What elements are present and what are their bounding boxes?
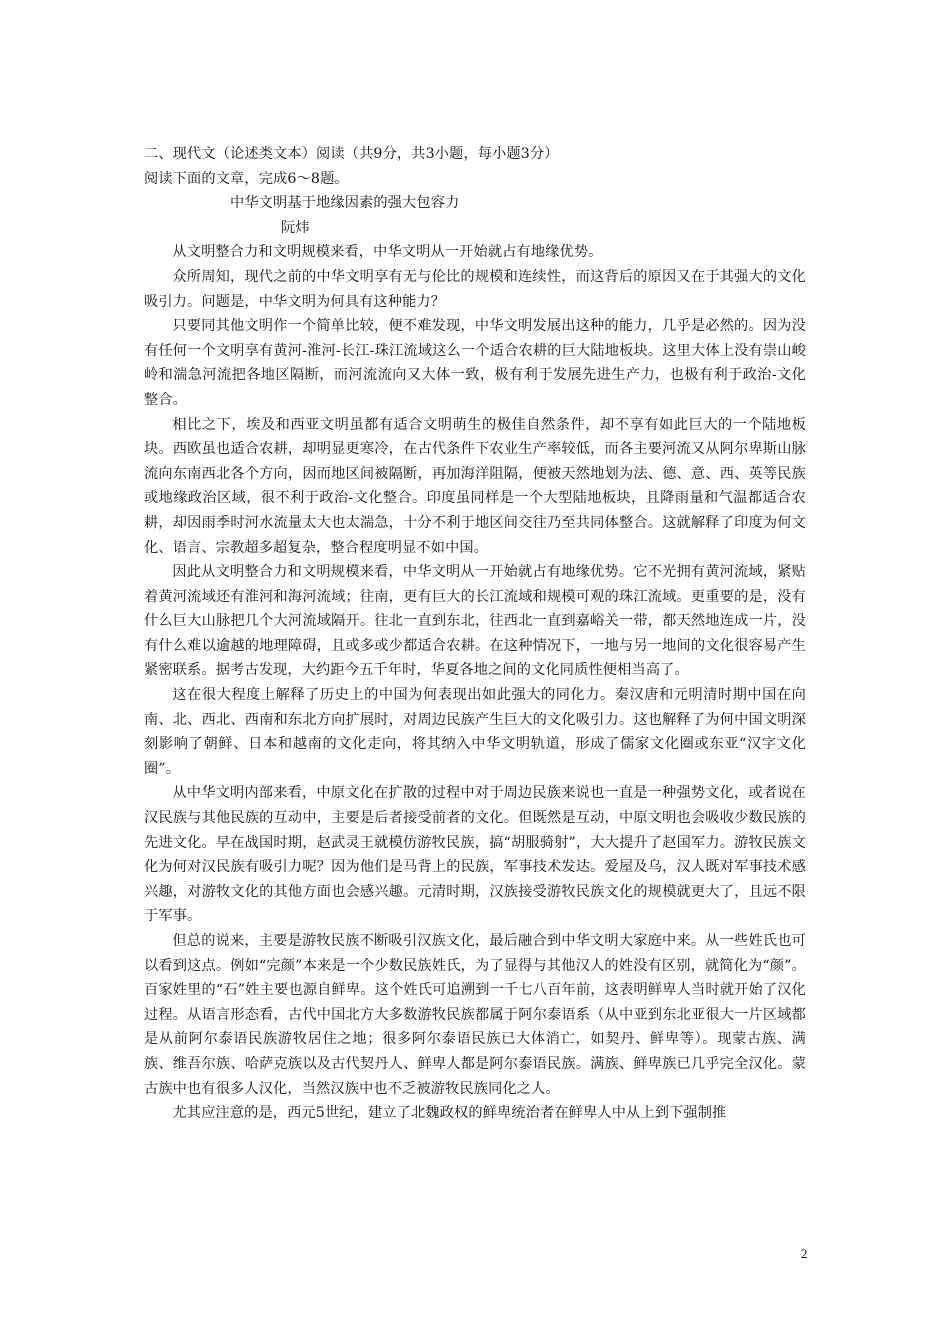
page-content xyxy=(144,142,806,1126)
section-header: 二、现代文（论述类文本）阅读（共9分，共3小题，每小题3分） xyxy=(144,146,559,162)
article-title: 中华文明基于地缘因素的强大包容力 xyxy=(230,195,460,212)
article-paragraph: 从中华文明内部来看，中原文化在扩散的过程中对于周边民族来说也一直是一种强势文化，或者说在汉民族与其他民族的互动中，主要是后者接受前者的文化。但既然是互动，中原文明也会吸收少数民族的先进文化。早在战国时期，赵武灵王就模仿游牧民族，搞“胡服骑射”，大大提升了赵国军力。游牧民族文化为何对汉民族有吸引力呢？因为他们是马背上的民族，军事技术发达。爱屋及乌，汉人既对军事技术感兴趣，对游牧文化的其他方面也会感兴趣。元清时期，汉族接受游牧民族文化的规模就更大了，且远不限于军事。 xyxy=(144,785,806,925)
article-paragraph: 只要同其他文明作一个简单比较，便不难发现，中华文明发展出这种的能力，几乎是必然的。因为没有任何一个文明享有黄河-淮河-长江-珠江流域这么一个适合农耕的巨大陆地板块。这里大体上没有崇山峻岭和湍急河流把各地区隔断，而河流流向又大体一致，极有利于发展先进生产力，也极有利于政治-文化整合。 xyxy=(144,318,806,408)
article-paragraph: 尤其应注意的是，西元5世纪，建立了北魏政权的鲜卑统治者在鲜卑人中从上到下强制推 xyxy=(172,1105,727,1122)
article-paragraph: 但总的说来，主要是游牧民族不断吸引汉族文化，最后融合到中华文明大家庭中来。从一些姓氏也可以看到这点。例如“完颜”本来是一个少数民族姓氏，为了显得与其他汉人的姓没有区别，就简化为“颜”。百家姓里的“石”姓主要也源自鲜卑。这个姓氏可追溯到一千七八百年前，这表明鲜卑人当时就开始了汉化过程。从语言形态看，古代中国北方大多数游牧民族都属于阿尔泰语系（从中亚到东北亚很大一片区域都是从前阿尔泰语民族游牧居住之地；很多阿尔泰语民族已大体消亡，如契丹、鲜卑等）。现蒙古族、满族、维吾尔族、哈萨克族以及古代契丹人、鲜卑人都是阿尔泰语民族。满族、鲜卑族已几乎完全汉化。蒙古族中也有很多人汉化，当然汉族中也不乏被游牧民族同化之人。 xyxy=(144,933,806,1097)
article-paragraph: 从文明整合力和文明规模来看，中华文明从一开始就占有地缘优势。 xyxy=(172,244,603,261)
article-paragraph: 这在很大程度上解释了历史上的中国为何表现出如此强大的同化力。秦汉唐和元明清时期中国在向南、北、西北、西南和东北方向扩展时，对周边民族产生巨大的文化吸引力。这也解释了为何中国文明深刻影响了朝鲜、日本和越南的文化走向，将其纳入中华文明轨道，形成了儒家文化圈或东亚“汉字文化圈”。 xyxy=(144,687,806,777)
page-number: 2 xyxy=(801,1246,808,1261)
article-author: 阮炜 xyxy=(281,219,310,236)
article-paragraph: 因此从文明整合力和文明规模来看，中华文明从一开始就占有地缘优势。它不光拥有黄河流域，紧贴着黄河流域还有淮河和海河流域；往南，更有巨大的长江流域和规模可观的珠江流域。更重要的是，没有什么巨大山脉把几个大河流域隔开。往北一直到东北，往西北一直到嘉峪关一带，都天然地连成一片，没有什么难以逾越的地理障碍，且或多或少都适合农耕。在这种情况下，一地与另一地间的文化很容易产生紧密联系。据考古发现，大约距今五千年时，华夏各地之间的文化同质性便相当高了。 xyxy=(144,564,806,679)
instruction-text: 阅读下面的文章，完成6～8题。 xyxy=(144,170,349,187)
article-paragraph: 众所周知，现代之前的中华文明享有无与伦比的规模和连续性，而这背后的原因又在于其强大的文化吸引力。问题是，中华文明为何具有这种能力？ xyxy=(144,268,806,310)
article-paragraph: 相比之下，埃及和西亚文明虽都有适合文明萌生的极佳自然条件，却不享有如此巨大的一个陆地板块。西欧虽也适合农耕，却明显更寒冷，在古代条件下农业生产率较低，而各主要河流又从阿尔卑斯山脉流向东南西北各个方向，因而地区间被隔断，再加海洋阻隔，便被天然地划为法、德、意、西、英等民族或地缘政治区域，很不利于政治-文化整合。印度虽同样是一个大型陆地板块，且降雨量和气温都适合农耕，却因雨季时河水流量太大也太湍急，十分不利于地区间交往乃至共同体整合。这就解释了印度为何文化、语言、宗教超多超复杂，整合程度明显不如中国。 xyxy=(144,416,806,556)
